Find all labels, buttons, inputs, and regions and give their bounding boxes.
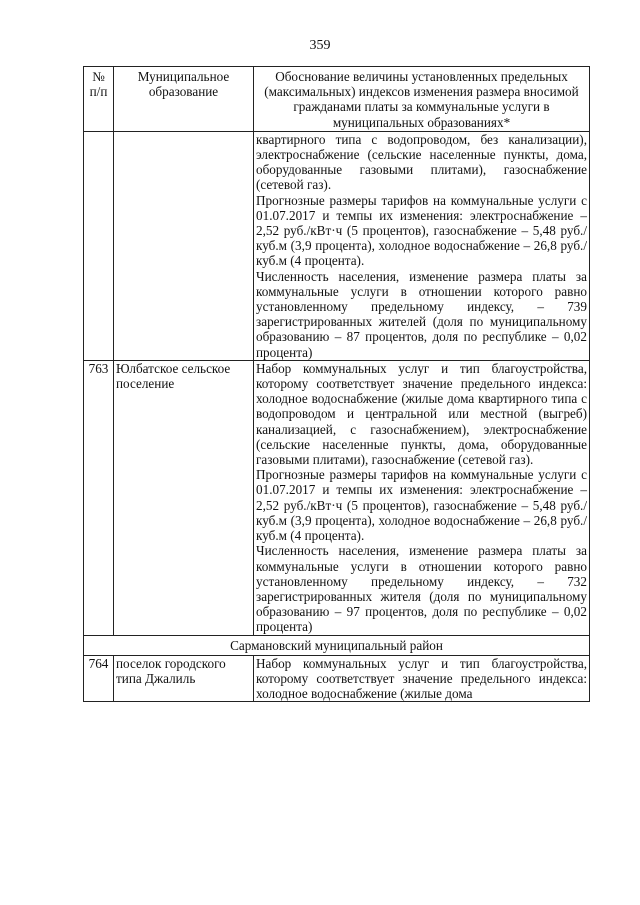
table-row: [84, 360, 590, 635]
row-justification: [254, 360, 590, 635]
row-number: 764: [84, 655, 114, 702]
paragraph-services: Набор коммунальных услуг и тип благоустройства, которому соответствует значение предельного индекса: холодное водоснабжение (жилые дома квартирного типа с водопроводом и центральной или местной (выгреб) канализацией, с газоснабжением), электроснабжение (сельские населенные пункты, дома, оборудованные газовыми плитами), газоснабжение (сетевой газ).: [256, 360, 587, 468]
table-row: [84, 655, 590, 702]
row-number: 763: [84, 360, 114, 635]
paragraph-tariffs: Прогнозные размеры тарифов на коммунальные услуги с 01.07.2017 и темпы их изменения: электроснабжение – 2,52 руб./кВт·ч (5 процентов), газоснабжение – 5,48 руб./куб.м (3,9 процента), холодное водоснабжение – 26,8 руб./куб.м (4 процента).: [256, 192, 587, 269]
header-municipality: Муниципальное образование: [114, 67, 254, 132]
region-title: Сармановский муниципальный район: [84, 635, 590, 655]
row-justification: [254, 655, 590, 702]
row-municipality: поселок городского типа Джалиль: [114, 655, 254, 702]
table-header-row: [84, 67, 590, 132]
header-justification: Обоснование величины установленных предельных (максимальных) индексов изменения размера вносимой гражданами платы за коммунальные услуги в муниципальных образованиях*: [254, 67, 590, 132]
tariff-table: [83, 66, 590, 702]
paragraph-population: Численность населения, изменение размера платы за коммунальные услуги в отношении которого равно установленному предельному индексу, – 739 зарегистрированных жителей (доля по муниципальному образованию – 87 процентов, доля по республике – 0,02 процента): [256, 268, 587, 360]
header-number: № п/п: [84, 67, 114, 132]
region-row: [84, 635, 590, 655]
row-municipality: Юлбатское сельское поселение: [114, 360, 254, 635]
paragraph-services: квартирного типа с водопроводом, без канализации), электроснабжение (сельские населенные пункты, дома, оборудованные газовыми плитами), газоснабжение (сетевой газ).: [256, 131, 587, 193]
table-row: [84, 131, 590, 360]
row-number: [84, 131, 114, 360]
page-number: 359: [309, 38, 331, 53]
paragraph-population: Численность населения, изменение размера платы за коммунальные услуги в отношении которого равно установленному предельному индексу, – 732 зарегистрированных жителя (доля по муниципальному образованию – 97 процентов, доля по республике – 0,02 процента): [256, 543, 587, 635]
row-justification: [254, 131, 590, 360]
paragraph-services: Набор коммунальных услуг и тип благоустройства, которому соответствует значение предельного индекса: холодное водоснабжение (жилые дома: [256, 655, 587, 702]
row-municipality: [114, 131, 254, 360]
paragraph-tariffs: Прогнозные размеры тарифов на коммунальные услуги с 01.07.2017 и темпы их изменения: электроснабжение – 2,52 руб./кВт·ч (5 процентов), газоснабжение – 5,48 руб./куб.м (3,9 процента), холодное водоснабжение – 26,8 руб./куб.м (4 процента).: [256, 467, 587, 544]
